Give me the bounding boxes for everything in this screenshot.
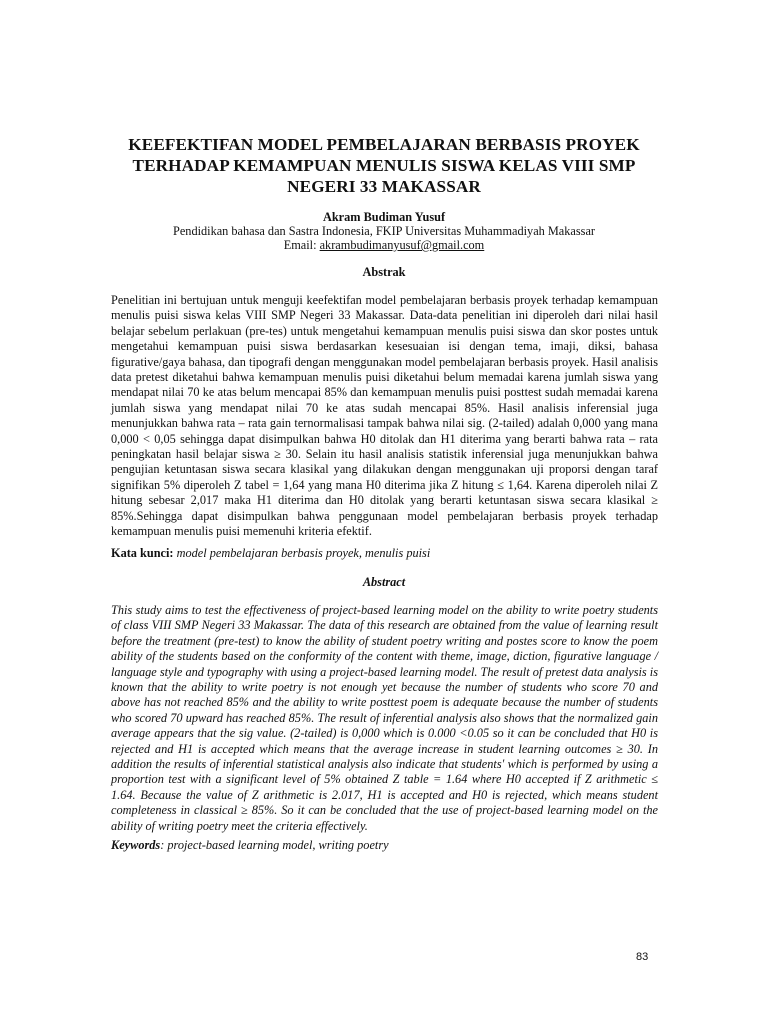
keywords-line xyxy=(111,838,658,853)
email-link[interactable]: akrambudimanyusuf@gmail.com xyxy=(319,238,485,252)
page-number: 83 xyxy=(636,951,649,963)
abstract-heading: Abstract xyxy=(362,575,406,589)
author-name: Akram Budiman Yusuf xyxy=(322,210,446,224)
author-email-line xyxy=(90,238,678,254)
email-label: Email: xyxy=(283,238,320,252)
paper-title: KEEFEKTIFAN MODEL PEMBELAJARAN BERBASIS PROYEK TERHADAP KEMAMPUAN MENULIS SISWA KELAS VIII SMP NEGERI 33 MAKASSAR xyxy=(128,135,640,196)
author-affiliation: Pendidikan bahasa dan Sastra Indonesia, FKIP Universitas Muhammadiyah Makassar xyxy=(173,224,595,238)
kata-kunci-value: model pembelajaran berbasis proyek, menulis puisi xyxy=(173,546,431,560)
abstrak-paragraph: Penelitian ini bertujuan untuk menguji keefektifan model pembelajaran berbasis proyek terhadap kemampuan menulis puisi siswa kelas VIII SMP Negeri 33 Makassar. Data-data penelitian ini diperoleh dari nilai hasil belajar sebelum perlakuan (pre-tes) untuk mengetahui kemampuan menulis puisi siswa dan skor postes untuk mengetahui kemampuan puisi siswa berdasarkan kesesuaian isi dengan tema, imaji, diksi, bahasa figurative/gaya bahasa, dan tipografi dengan menggunakan model pembelajaran berbasis proyek. Hasil analisis data pretest diketahui bahwa kemampuan menulis puisi diketahui belum memadai karena jumlah siswa yang mendapat nilai 70 ke atas belum mencapai 85% dan kemampuan menulis puisi posttest sudah memadai karena jumlah siswa yang mendapat nilai 70 ke atas sudah mencapai 85%. Hasil analisis inferensial juga menunjukkan bahwa rata – rata gain ternormalisasi tampak bahwa nilai sig. (2-tailed) adalah 0,000 yang mana 0,000 < 0,05 sehingga dapat disimpulkan bahwa H0 ditolak dan H1 diterima yang berarti bahwa rata – rata peningkatan hasil belajar siswa ≥ 30. Selain itu hasil analisis statistik inferensial juga menunjukkan bahwa pengujian ketuntasan siswa secara klasikal yang dilakukan dengan menggunakan uji proporsi dengan taraf signifikan 5% diperoleh Z tabel = 1,64 yang mana H0 diterima jika Z hitung ≤ 1,64. Karena diperoleh nilai Z hitung sebesar 2,017 maka H1 diterima dan H0 ditolak yang berarti ketuntasan siswa secara klasikal ≥ 85%.Sehingga dapat disimpulkan bahwa penggunaan model pembelajaran berbasis proyek terhadap kemampuan menulis puisi memenuhi kriteria efektif. xyxy=(111,293,658,539)
abstract-paragraph: This study aims to test the effectiveness of project-based learning model on the ability to write poetry students of class VIII SMP Negeri 33 Makassar. The data of this research are obtained from the value of learning result before the treatment (pre-test) to know the ability of student poetry writing and postes score to know the poem ability of the students based on the conformity of the content with theme, image, diction, figurative language / language style and typography with using a project-based learning model. The result of pretest data analysis is known that the ability to write poetry is not enough yet because the number of students who score 70 and above has not reached 85% and the ability to write posttest poem is adequate because the number of students who scored 70 upward has reached 85%. The result of inferential analysis also shows that the normalized gain average appears that the sig value. (2-tailed) is 0,000 which is 0.000 <0.05 so it can be concluded that H0 is rejected and H1 is accepted which means that the average increase in student learning outcomes ≥ 30. In addition the results of inferential statistical analysis also indicate that students' which is performed by using a proportion test with a significant level of 5% obtained Z table = 1.64 where H0 accepted if Z arithmetic ≤ 1.64. Because the value of Z arithmetic is 2.017, H1 is accepted and H0 is rejected, which means student completeness in classical ≥ 85%. So it can be concluded that the use of project-based learning model on the ability of writing poetry meet the criteria effectively. xyxy=(111,603,658,833)
kata-kunci-label: Kata kunci: xyxy=(111,546,174,560)
keywords-label: Keywords xyxy=(111,838,161,852)
abstrak-heading: Abstrak xyxy=(362,265,406,279)
kata-kunci-line xyxy=(111,546,658,561)
keywords-value: : project-based learning model, writing poetry xyxy=(160,838,389,852)
